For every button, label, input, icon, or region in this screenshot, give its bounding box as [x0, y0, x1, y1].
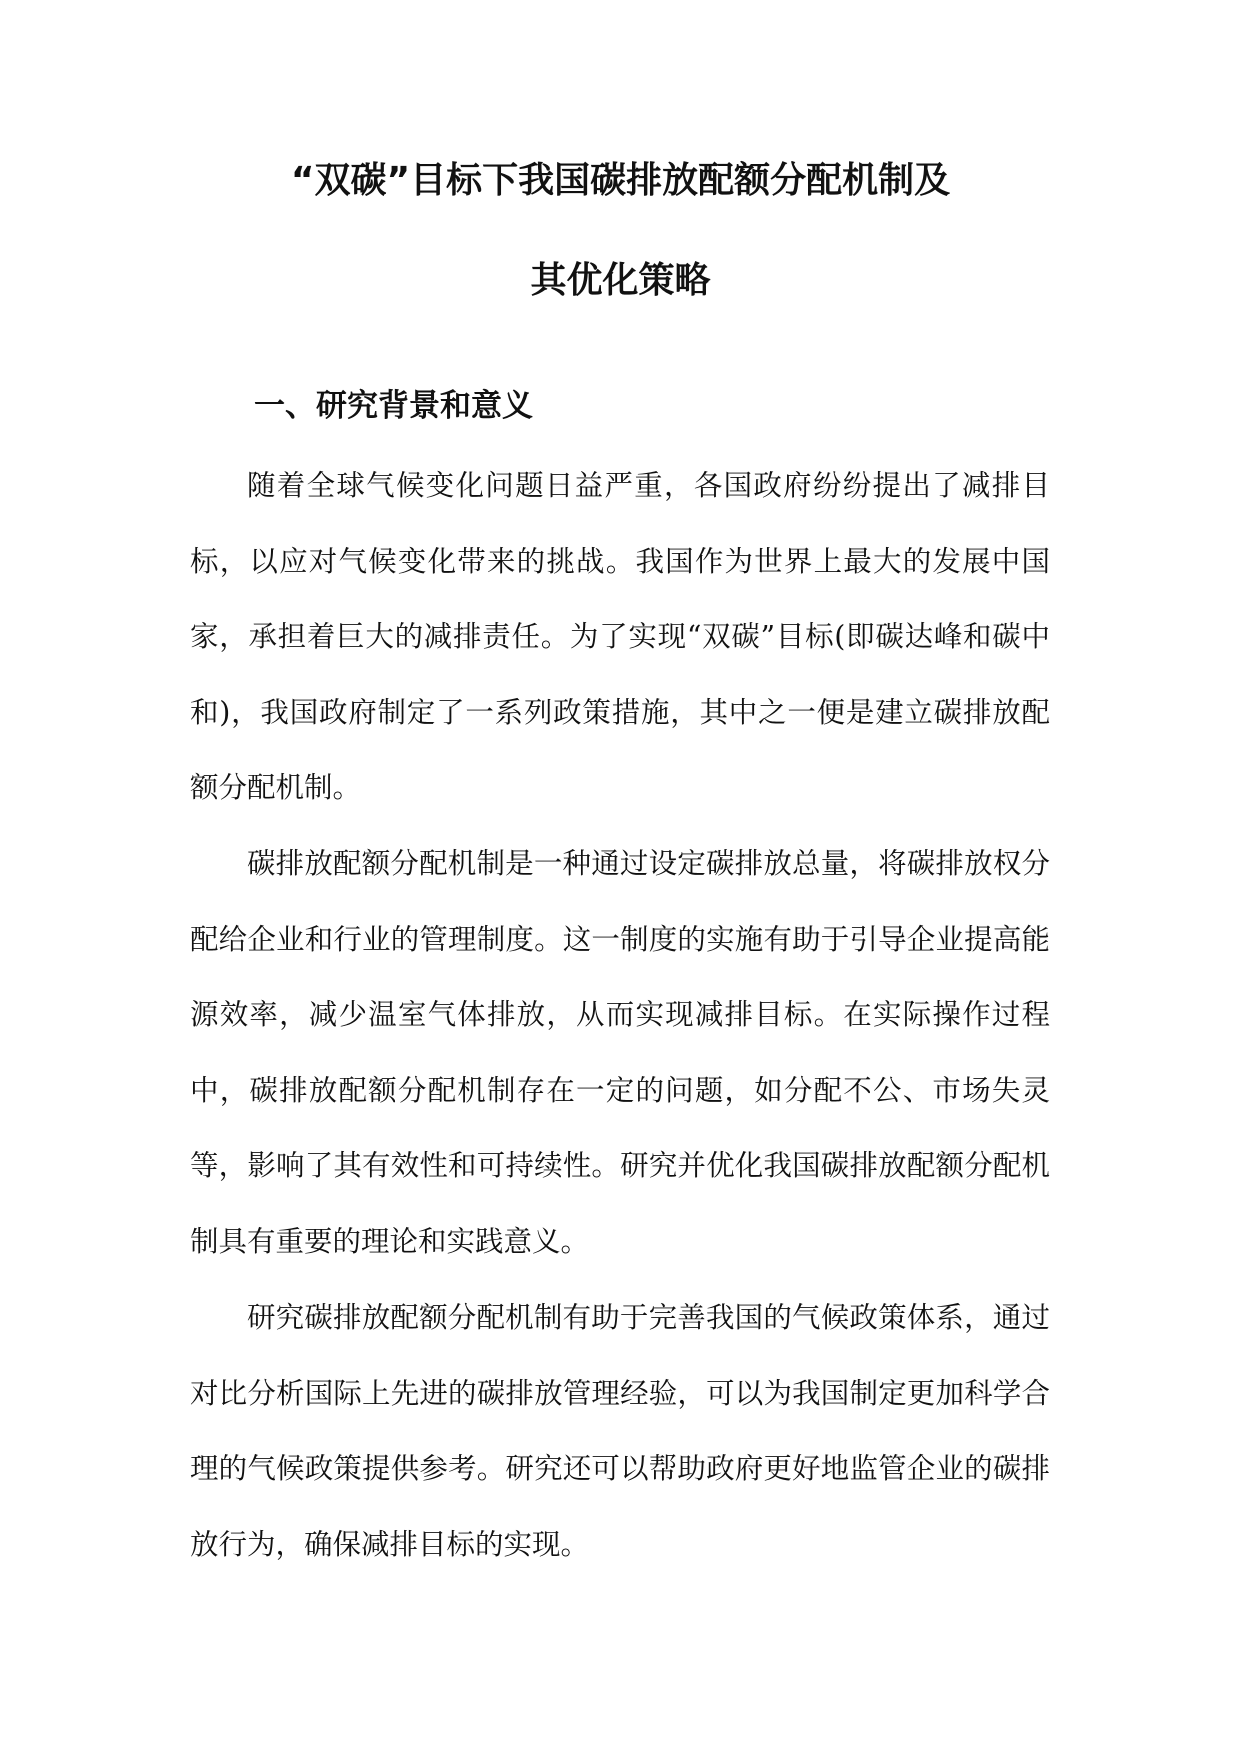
body-paragraph-1: 随着全球气候变化问题日益严重，各国政府纷纷提出了减排目标，以应对气候变化带来的挑战。我国作为世界上最大的发展中国家，承担着巨大的减排责任。为了实现“双碳”目标(即碳达峰和碳中和)，我国政府制定了一系列政策措施，其中之一便是建立碳排放配额分配机制。: [190, 469, 1050, 804]
body-paragraph-3: 研究碳排放配额分配机制有助于完善我国的气候政策体系，通过对比分析国际上先进的碳排放管理经验，可以为我国制定更加科学合理的气候政策提供参考。研究还可以帮助政府更好地监管企业的碳排放行为，确保减排目标的实现。: [190, 1301, 1050, 1561]
document-title-line-1: “双碳”目标下我国碳排放配额分配机制及: [290, 160, 951, 201]
document-title-line-2: 其优化策略: [530, 260, 711, 301]
body-paragraph-2: 碳排放配额分配机制是一种通过设定碳排放总量，将碳排放权分配给企业和行业的管理制度。这一制度的实施有助于引导企业提高能源效率，减少温室气体排放，从而实现减排目标。在实际操作过程中，碳排放配额分配机制存在一定的问题，如分配不公、市场失灵等，影响了其有效性和可持续性。研究并优化我国碳排放配额分配机制具有重要的理论和实践意义。: [190, 847, 1050, 1258]
section-heading: 一、研究背景和意义: [254, 388, 533, 424]
